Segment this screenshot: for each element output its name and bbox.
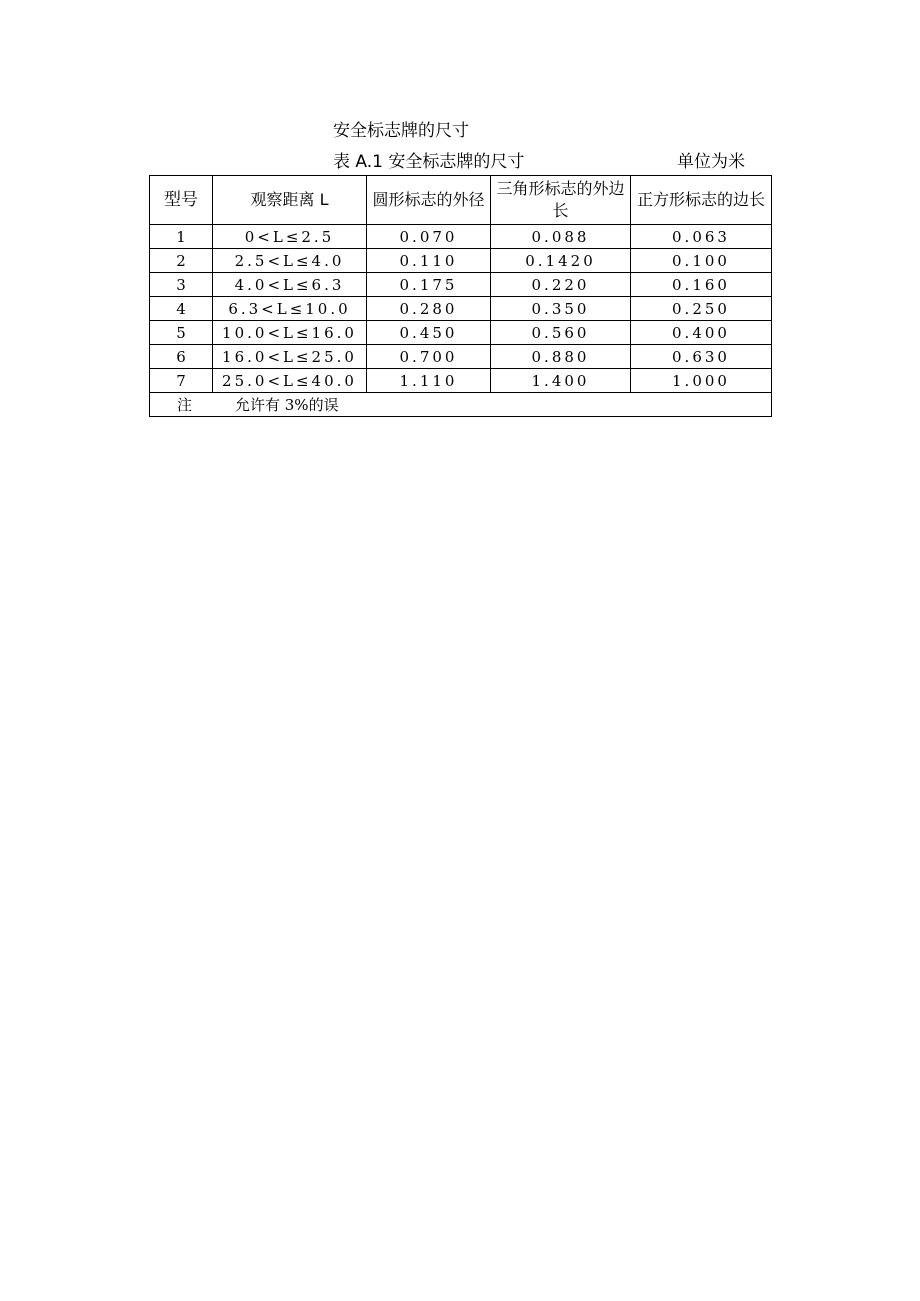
cell-triangle: 0.1420 [491,249,631,273]
cell-distance: 0<L≤2.5 [213,225,367,249]
table-row [150,369,772,393]
header-model: 型号 [150,176,213,225]
note-label: 注 [177,395,193,414]
table-caption: 表 A.1 安全标志牌的尺寸 [333,152,525,172]
cell-square: 1.000 [631,369,772,393]
unit-label: 单位为米 [677,152,745,172]
cell-triangle: 0.088 [491,225,631,249]
cell-circle: 0.070 [367,225,491,249]
header-square: 正方形标志的边长 [631,176,772,225]
cell-model: 2 [150,249,213,273]
cell-circle: 0.450 [367,321,491,345]
cell-triangle: 0.220 [491,273,631,297]
cell-distance: 10.0<L≤16.0 [213,321,367,345]
cell-distance: 4.0<L≤6.3 [213,273,367,297]
cell-model: 6 [150,345,213,369]
cell-triangle: 0.350 [491,297,631,321]
header-triangle: 三角形标志的外边长 [491,176,631,225]
cell-circle: 0.280 [367,297,491,321]
note-text: 允许有 3%的误 [235,395,339,414]
cell-square: 0.400 [631,321,772,345]
sign-size-table [149,175,772,417]
cell-model: 3 [150,273,213,297]
cell-model: 5 [150,321,213,345]
header-distance: 观察距离 L [213,176,367,225]
cell-square: 0.250 [631,297,772,321]
cell-square: 0.160 [631,273,772,297]
table-row [150,249,772,273]
cell-circle: 1.110 [367,369,491,393]
cell-distance: 16.0<L≤25.0 [213,345,367,369]
cell-triangle: 0.880 [491,345,631,369]
table-header-row [150,176,772,225]
header-circle: 圆形标志的外径 [367,176,491,225]
cell-model: 7 [150,369,213,393]
table-row [150,225,772,249]
table-row [150,297,772,321]
cell-triangle: 1.400 [491,369,631,393]
cell-distance: 2.5<L≤4.0 [213,249,367,273]
cell-model: 1 [150,225,213,249]
table-row [150,321,772,345]
caption-row [333,151,745,173]
cell-square: 0.100 [631,249,772,273]
cell-triangle: 0.560 [491,321,631,345]
table-note-row [150,393,772,417]
cell-circle: 0.700 [367,345,491,369]
cell-square: 0.063 [631,225,772,249]
cell-circle: 0.175 [367,273,491,297]
cell-square: 0.630 [631,345,772,369]
cell-circle: 0.110 [367,249,491,273]
note-cell [150,393,772,417]
table-row [150,345,772,369]
table-row [150,273,772,297]
cell-model: 4 [150,297,213,321]
cell-distance: 6.3<L≤10.0 [213,297,367,321]
cell-distance: 25.0<L≤40.0 [213,369,367,393]
document-title: 安全标志牌的尺寸 [333,121,469,141]
